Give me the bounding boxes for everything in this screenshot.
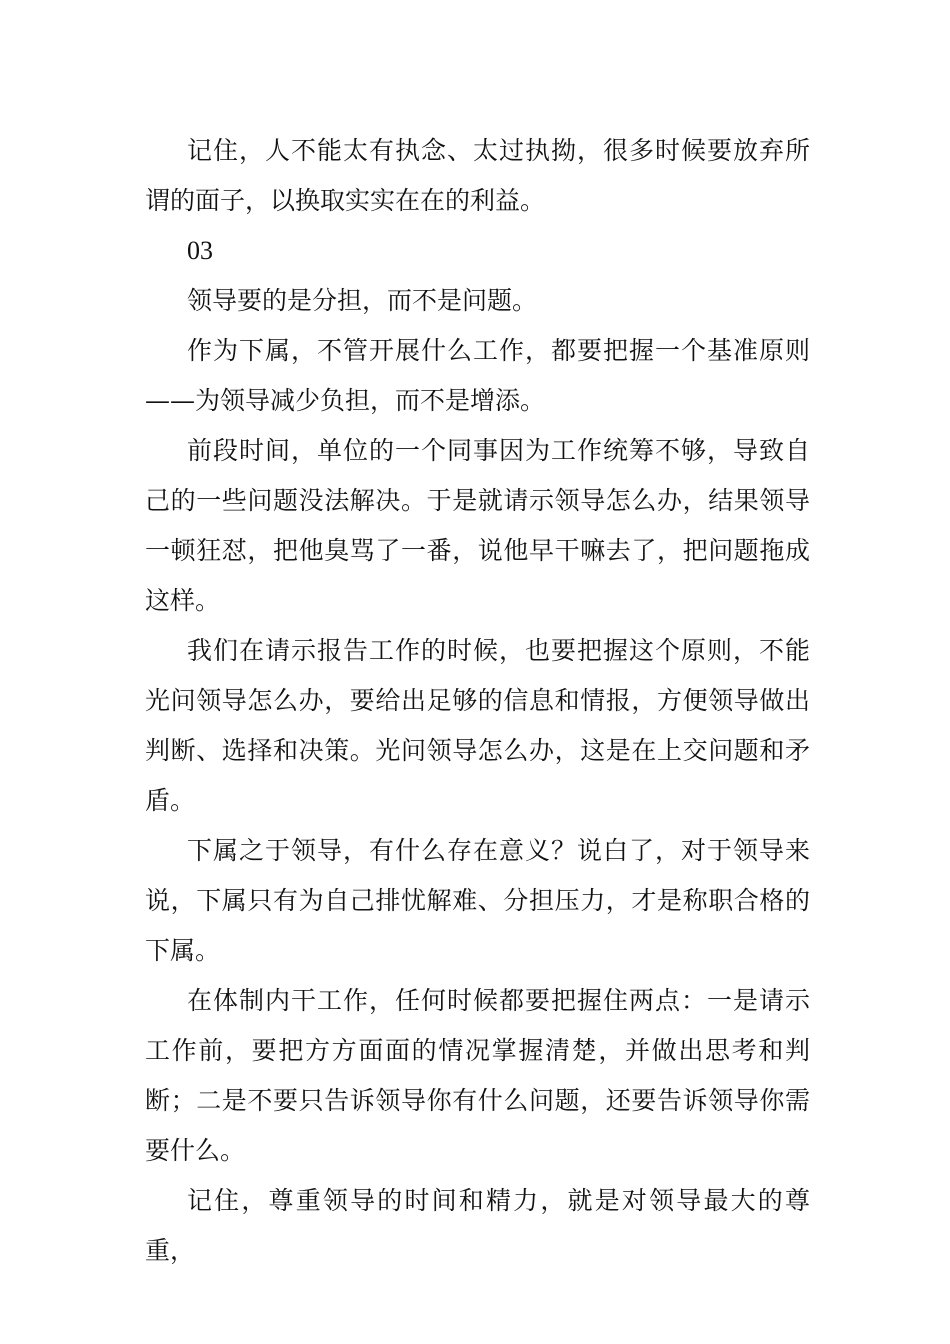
section-title: 领导要的是分担，而不是问题。 [187, 286, 538, 315]
paragraph-principle: 作为下属，不管开展什么工作，都要把握一个基准原则——为领导减少负担，而不是增添。 [145, 336, 810, 415]
paragraph-subordinate-meaning: 下属之于领导，有什么存在意义？说白了，对于领导来说，下属只有为自己排忧解难、分担压力，才是称职合格的下属。 [145, 836, 810, 965]
section-number: 03 [187, 236, 213, 265]
paragraph-example: 前段时间，单位的一个同事因为工作统筹不够，导致自己的一些问题没法解决。于是就请示领导怎么办，结果领导一顿狂怼，把他臭骂了一番，说他早干嘛去了，把问题拖成这样。 [145, 436, 810, 615]
paragraph-two-points: 在体制内干工作，任何时候都要把握住两点：一是请示工作前，要把方方面面的情况掌握清楚，并做出思考和判断；二是不要只告诉领导你有什么问题，还要告诉领导你需要什么。 [145, 986, 810, 1165]
paragraph-conclusion-face: 记住，人不能太有执念、太过执拗，很多时候要放弃所谓的面子，以换取实实在在的利益。 [145, 136, 810, 215]
paragraph-conclusion-respect: 记住，尊重领导的时间和精力，就是对领导最大的尊重， [145, 1186, 810, 1265]
paragraph-reporting: 我们在请示报告工作的时候，也要把握这个原则，不能光问领导怎么办，要给出足够的信息和情报，方便领导做出判断、选择和决策。光问领导怎么办，这是在上交问题和矛盾。 [145, 636, 810, 815]
document-page [145, 126, 810, 1276]
